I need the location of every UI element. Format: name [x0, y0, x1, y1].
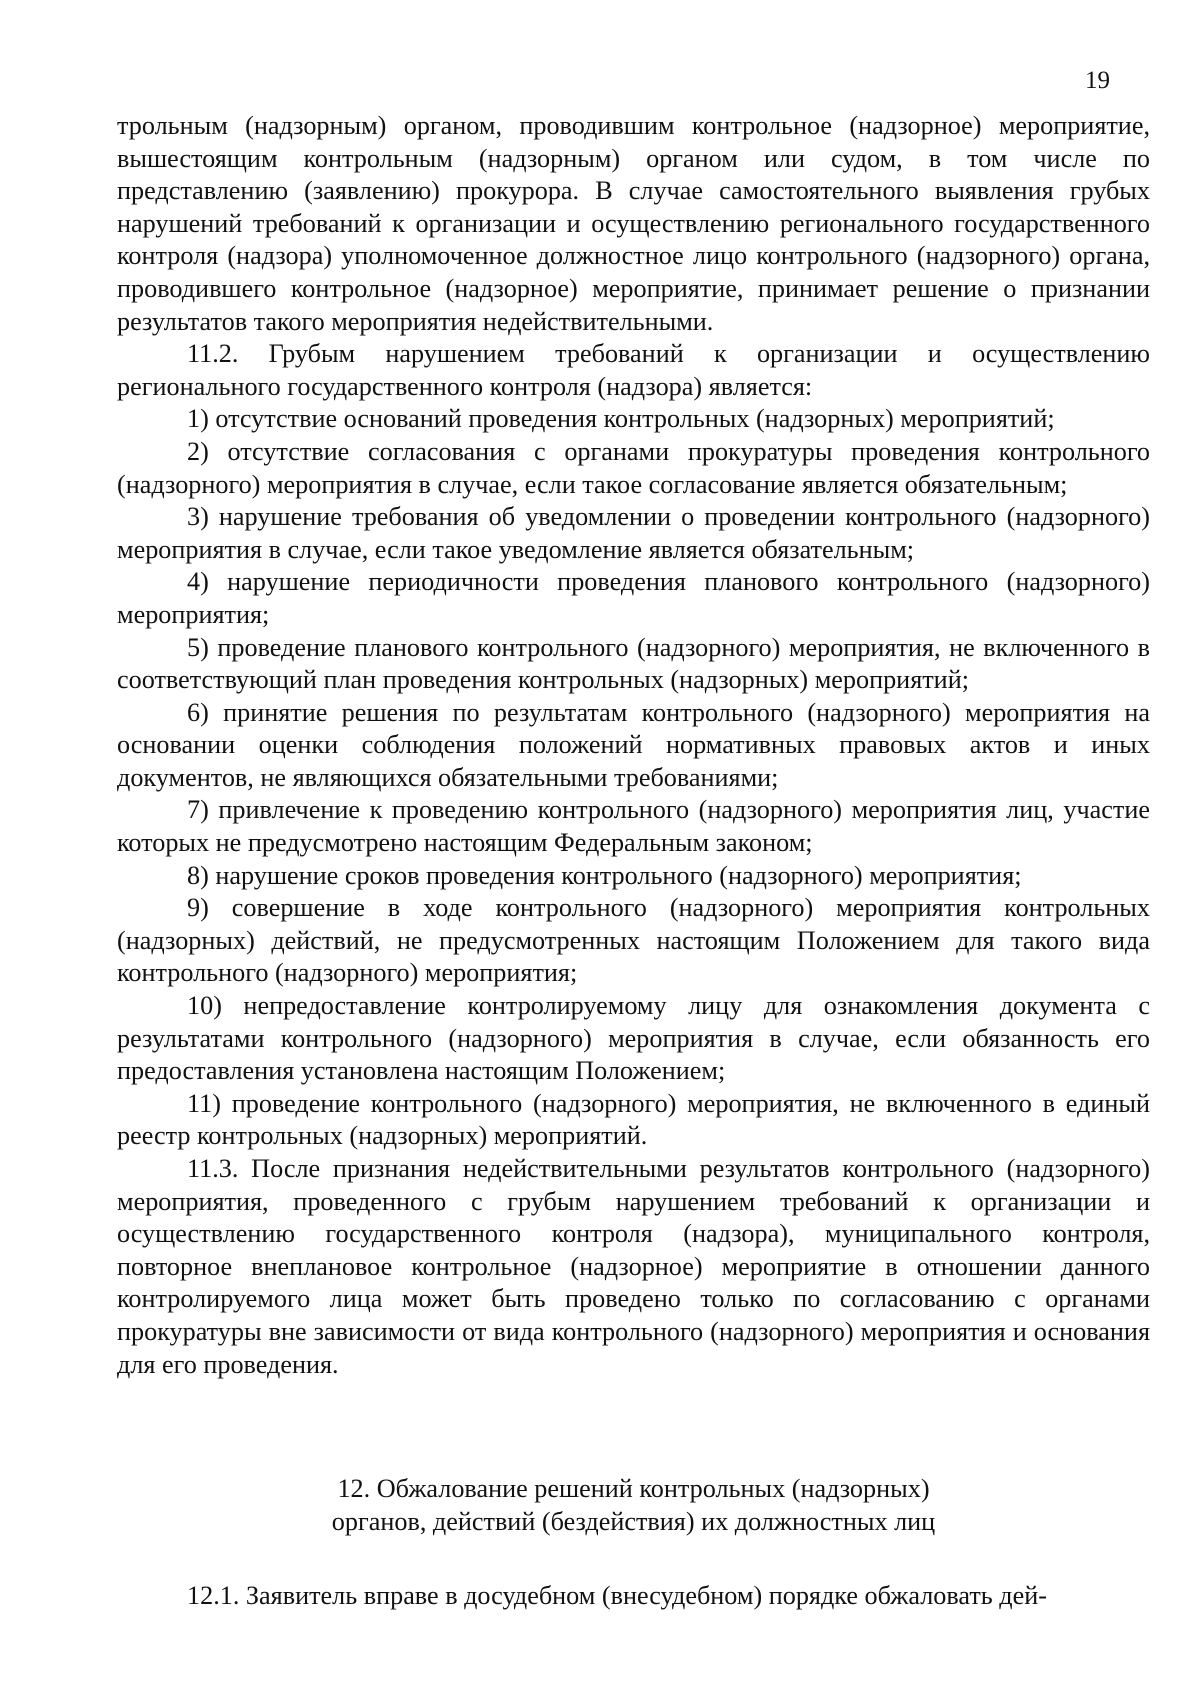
list-item: 2) отсутствие согласования с органами прокуратуры проведения контрольного (надзорного) мероприятия в случае, если такое согласование является обязательным;: [117, 436, 1150, 499]
list-item: 7) привлечение к проведению контрольного (надзорного) мероприятия лиц, участие которых не предусмотрено настоящим Федеральным законом;: [117, 795, 1150, 858]
section-heading-line: 12. Обжалование решений контрольных (надзорных): [337, 1474, 930, 1503]
list-item: 3) нарушение требования об уведомлении о проведении контрольного (надзорного) мероприятия в случае, если такое уведомление является обязательным;: [117, 502, 1150, 564]
list-item: 10) непредоставление контролируемому лицу для ознакомления документа с результатами контрольного (надзорного) мероприятия в случае, если обязанность его предоставления установлена настоящим Положением;: [117, 991, 1150, 1086]
list-item: 5) проведение планового контрольного (надзорного) мероприятия, не включенного в соответствующий план проведения контрольных (надзорных) мероприятий;: [117, 632, 1150, 695]
section-heading-line: органов, действий (бездействия) их должностных лиц: [331, 1507, 936, 1536]
list-item: 9) совершение в ходе контрольного (надзорного) мероприятия контрольных (надзорных) действий, не предусмотренных настоящим Положением для такого вида контрольного (надзорного) мероприятия;: [117, 893, 1150, 988]
page-number: 19: [1085, 67, 1110, 94]
section-heading: [117, 1472, 1150, 1538]
paragraph: 11.3. После признания недействительными результатов контрольного (надзорного) мероприятия, проведенного с грубым нарушением требований к организации и осуществлению государственного контроля (надзора), муниципального контроля, повторное внеплановое контрольное (надзорное) мероприятие в отношении данного контролируемого лица может быть проведено только по согласованию с органами прокуратуры вне зависимости от вида контрольного (надзорного) мероприятия и основания для его проведения.: [117, 1154, 1150, 1379]
document-body: [117, 110, 1150, 1381]
list-item: 4) нарушение периодичности проведения планового контрольного (надзорного) мероприятия;: [117, 567, 1150, 629]
list-item: 8) нарушение сроков проведения контрольного (надзорного) мероприятия;: [187, 860, 1022, 890]
list-item: 1) отсутствие оснований проведения контрольных (надзорных) мероприятий;: [187, 404, 1055, 434]
list-item: 6) принятие решения по результатам контрольного (надзорного) мероприятия на основании оценки соблюдения положений нормативных правовых актов и иных документов, не являющихся обязательными требованиями;: [117, 697, 1150, 792]
paragraph: трольным (надзорным) органом, проводившим контрольное (надзорное) мероприятие, вышестоящим контрольным (надзорным) органом или судом, в том числе по представлению (заявлению) прокурора. В случае самостоятельного выявления грубых нарушений требований к организации и осуществлению регионального государственного контроля (надзора) уполномоченное должностное лицо контрольного (надзорного) органа, проводившего контрольное (надзорное) мероприятие, принимает решение о признании результатов такого мероприятия недействительными.: [117, 111, 1150, 336]
paragraph: 12.1. Заявитель вправе в досудебном (внесудебном) порядке обжаловать дей-: [187, 1581, 1047, 1610]
list-item: 11) проведение контрольного (надзорного) мероприятия, не включенного в единый реестр контрольных (надзорных) мероприятий.: [117, 1088, 1150, 1151]
paragraph: 11.2. Грубым нарушением требований к организации и осуществлению регионального государственного контроля (надзора) является:: [117, 339, 1150, 401]
